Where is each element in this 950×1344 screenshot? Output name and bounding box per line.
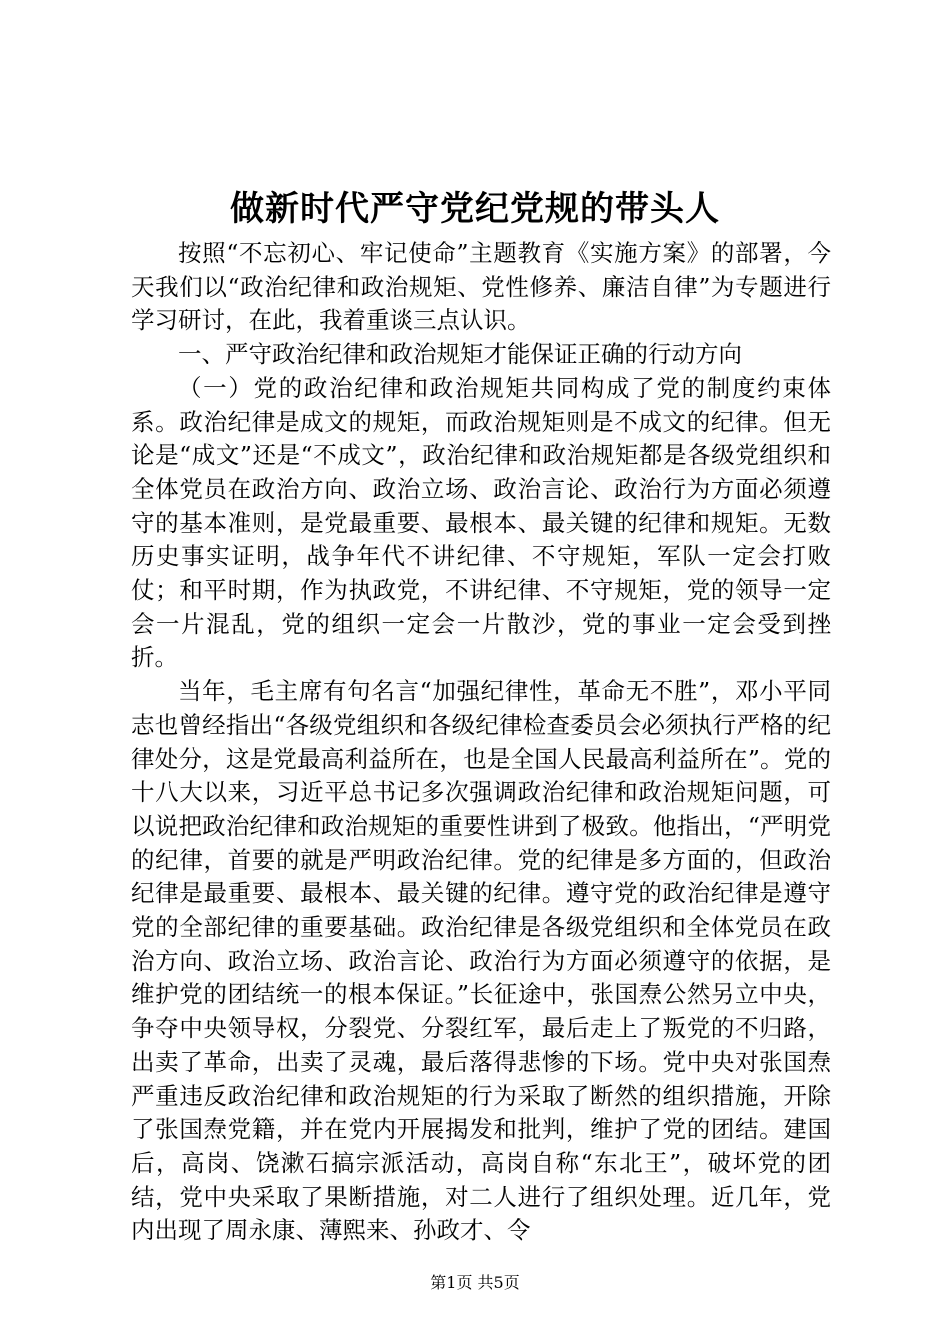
document-body xyxy=(131,237,831,1248)
paragraph-subsection-1: （一）党的政治纪律和政治规矩共同构成了党的制度约束体系。政治纪律是成文的规矩，而政治规矩则是不成文的纪律。但无论是“成文”还是“不成文”，政治纪律和政治规矩都是各级党组织和全体党员在政治方向、政治立场、政治言论、政治行为方面必须遵守的基本准则，是党最重要、最根本、最关键的纪律和规矩。无数历史事实证明，战争年代不讲纪律、不守规矩，军队一定会打败仗；和平时期，作为执政党，不讲纪律、不守规矩，党的领导一定会一片混乱，党的组织一定会一片散沙，党的事业一定会受到挫折。 xyxy=(131,373,831,672)
section-heading-1: 一、严守政治纪律和政治规矩才能保证正确的行动方向 xyxy=(178,340,742,369)
document-title: 做新时代严守党纪党规的带头人 xyxy=(230,189,720,229)
page-number: 第1页 共5页 xyxy=(430,1273,520,1292)
paragraph-intro: 按照“不忘初心、牢记使命”主题教育《实施方案》的部署，今天我们以“政治纪律和政治规矩、党性修养、廉洁自律”为专题进行学习研讨，在此，我着重谈三点认识。 xyxy=(131,239,831,335)
paragraph-history: 当年，毛主席有句名言“加强纪律性，革命无不胜”，邓小平同志也曾经指出“各级党组织和各级纪律检查委员会必须执行严格的纪律处分，这是党最高利益所在，也是全国人民最高利益所在”。党的十八大以来，习近平总书记多次强调政治纪律和政治规矩问题，可以说把政治纪律和政治规矩的重要性讲到了极致。他指出，“严明党的纪律，首要的就是严明政治纪律。党的纪律是多方面的，但政治纪律是最重要、最根本、最关键的纪律。遵守党的政治纪律是遵守党的全部纪律的重要基础。政治纪律是各级党组织和全体党员在政治方向、政治立场、政治言论、政治行为方面必须遵守的依据，是维护党的团结统一的根本保证。”长征途中，张国焘公然另立中央，争夺中央领导权，分裂党、分裂红军，最后走上了叛党的不归路，出卖了革命，出卖了灵魂，最后落得悲惨的下场。党中央对张国焘严重违反政治纪律和政治规矩的行为采取了断然的组织措施，开除了张国焘党籍，并在党内开展揭发和批判，维护了党的团结。建国后，高岗、饶漱石搞宗派活动，高岗自称“东北王”，破坏党的团结，党中央采取了果断措施，对二人进行了组织处理。近几年，党内出现了周永康、薄熙来、孙政才、令 xyxy=(131,677,831,1245)
